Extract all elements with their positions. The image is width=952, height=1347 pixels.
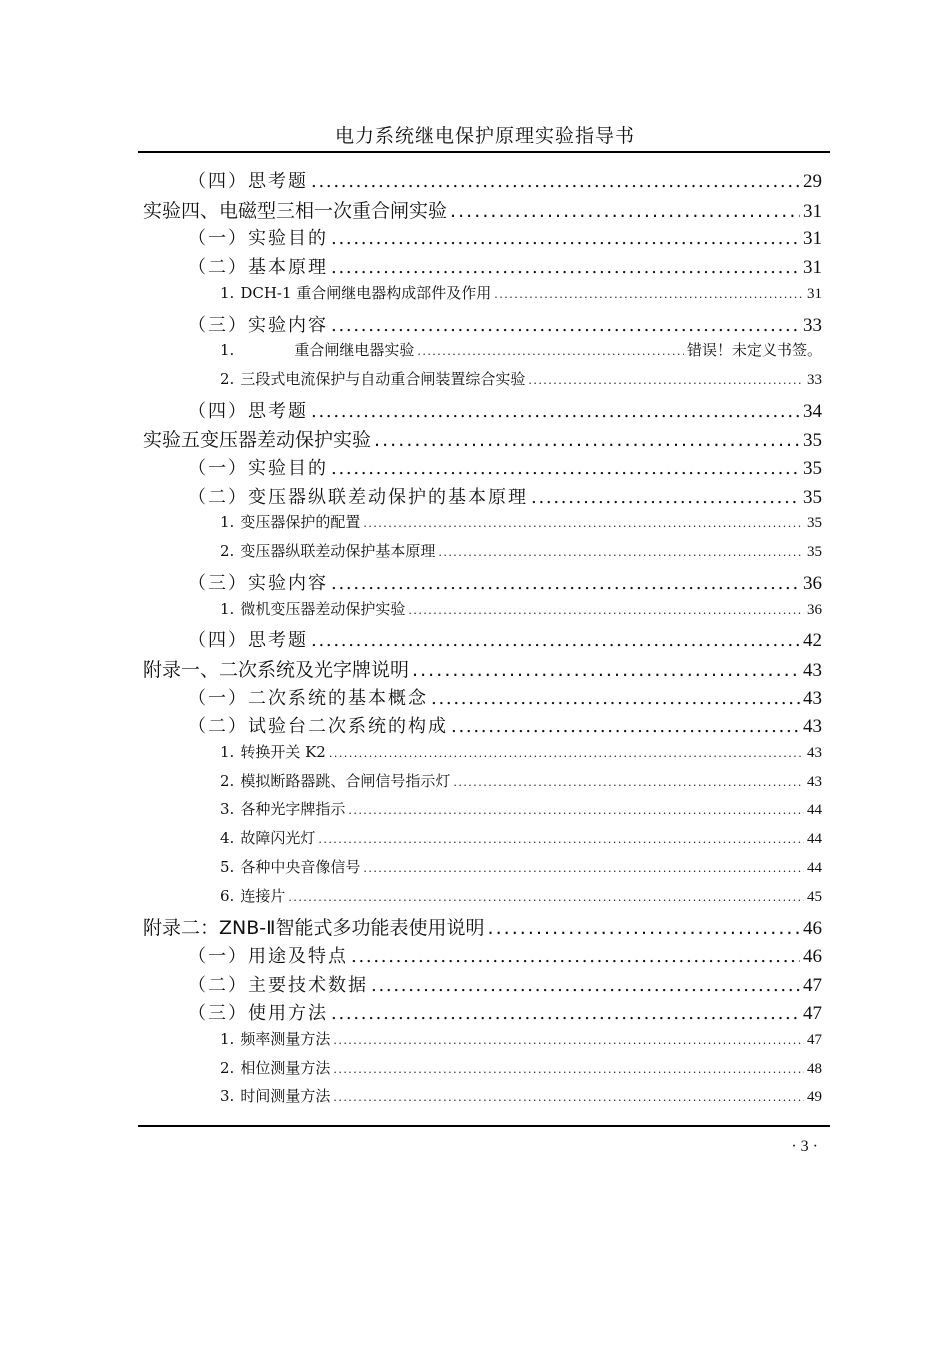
toc-entry-text: （二）基本原理 xyxy=(188,257,328,279)
toc-entry[interactable] xyxy=(188,942,822,970)
toc-entry[interactable] xyxy=(143,913,822,941)
toc-entry-page: 43 xyxy=(803,659,822,681)
toc-entry-number: 3. xyxy=(220,1087,235,1106)
dot-leader xyxy=(451,716,800,737)
toc-entry-label xyxy=(188,167,308,193)
toc-entry-label xyxy=(188,684,428,710)
toc-entry-page: 35 xyxy=(807,544,822,561)
toc-entry[interactable] xyxy=(220,282,822,310)
toc-entry[interactable] xyxy=(220,339,822,367)
toc-entry-page: 47 xyxy=(803,1003,822,1025)
toc-entry[interactable] xyxy=(220,511,822,539)
toc-entry-text: 时间测量方法 xyxy=(240,1087,331,1106)
dot-leader xyxy=(331,257,800,278)
toc-entry-number: 2. xyxy=(220,771,235,790)
footer-rule xyxy=(138,1125,830,1127)
dot-leader xyxy=(408,600,804,618)
toc-entry-label xyxy=(220,827,315,848)
dot-leader xyxy=(494,284,804,302)
toc-entry-page: 31 xyxy=(803,257,822,279)
toc-entry-text: （二）变压器纵联差动保护的基本原理 xyxy=(188,486,528,508)
toc-entry-page: 35 xyxy=(803,458,822,479)
toc-entry-text: 故障闪光灯 xyxy=(240,829,316,848)
dot-leader xyxy=(528,370,804,388)
header-rule xyxy=(138,151,830,153)
toc-entry[interactable] xyxy=(188,999,822,1027)
toc-entry-text: （四）思考题 xyxy=(188,400,308,422)
toc-entry-number: 1. xyxy=(220,513,235,532)
toc-entry-text: （一）实验目的 xyxy=(188,458,328,479)
toc-entry-text: DCH-1 重合闸继电器构成部件及作用 xyxy=(240,283,492,302)
toc-entry-page: 44 xyxy=(807,831,822,848)
toc-entry[interactable] xyxy=(220,798,822,826)
toc-entry-text: （四）思考题 xyxy=(188,630,308,652)
toc-entry-page: 46 xyxy=(803,945,822,967)
toc-entry-label xyxy=(220,798,345,819)
toc-entry-page: 46 xyxy=(803,918,822,940)
dot-leader xyxy=(288,887,804,905)
toc-entry-label xyxy=(220,770,450,791)
toc-entry-page: 31 xyxy=(803,200,822,222)
toc-entry-label xyxy=(220,741,326,762)
toc-entry-label xyxy=(188,971,368,997)
toc-entry-text: （三）实验内容 xyxy=(188,314,328,336)
toc-entry[interactable] xyxy=(220,827,822,855)
toc-entry-page: 36 xyxy=(807,601,822,618)
toc-entry-text: 转换开关 K2 xyxy=(240,743,326,761)
toc-entry-text: 附录一、二次系统及光字牌说明 xyxy=(143,658,410,681)
toc-entry-number: 1. xyxy=(220,599,235,618)
dot-leader xyxy=(331,1003,800,1024)
toc-entry[interactable] xyxy=(220,1085,822,1113)
dot-leader xyxy=(333,1087,804,1105)
toc-entry-page: 35 xyxy=(803,430,822,452)
toc-entry-page: 31 xyxy=(803,228,822,250)
toc-entry-text: 微机变压器差动保护实验 xyxy=(240,599,406,618)
toc-entry-text: 三段式电流保护与自动重合闸装置综合实验 xyxy=(240,369,526,388)
dot-leader xyxy=(487,917,800,939)
toc-entry[interactable] xyxy=(188,626,822,654)
toc-entry[interactable] xyxy=(188,167,822,195)
toc-entry[interactable] xyxy=(188,712,822,740)
toc-entry-page: 29 xyxy=(803,171,822,192)
dot-leader xyxy=(348,800,804,818)
dot-leader xyxy=(311,630,800,651)
dot-leader xyxy=(371,975,800,996)
toc-entry-text: 各种光字牌指示 xyxy=(240,800,346,819)
toc-entry-label xyxy=(220,511,360,532)
toc-entry-label xyxy=(220,540,435,561)
toc-entry-page: 43 xyxy=(807,773,822,790)
toc-entry-text: 频率测量方法 xyxy=(240,1030,331,1048)
toc-entry-label xyxy=(220,885,285,906)
toc-entry-text: 连接片 xyxy=(240,886,286,905)
toc-entry[interactable] xyxy=(188,397,822,425)
toc-entry-text: （三）使用方法 xyxy=(188,1003,328,1025)
toc-entry[interactable] xyxy=(143,425,822,453)
toc-entry-number: 5. xyxy=(220,857,235,876)
toc-entry[interactable] xyxy=(220,741,822,769)
dot-leader xyxy=(329,743,804,761)
dot-leader xyxy=(331,228,800,249)
dot-leader xyxy=(531,487,800,508)
toc-entry-label xyxy=(143,913,484,940)
toc-entry-label xyxy=(188,397,308,423)
dot-leader xyxy=(311,171,800,192)
dot-leader xyxy=(331,458,800,479)
toc-entry-number: 2. xyxy=(220,1058,235,1077)
toc-entry-text: （二）试验台二次系统的构成 xyxy=(188,716,448,738)
toc-entry-page: 35 xyxy=(803,486,822,508)
toc-entry-text: 实验四、电磁型三相一次重合闸实验 xyxy=(143,199,448,222)
toc-entry-number: 2. xyxy=(220,369,235,388)
toc-entry-text: （一）用途及特点 xyxy=(188,945,348,967)
dot-leader xyxy=(333,1030,804,1048)
toc-entry-text: 实验五变压器差动保护实验 xyxy=(143,429,372,452)
toc-entry-text: 附录二：ZNB-Ⅱ智能式多功能表使用说明 xyxy=(143,917,485,940)
toc-entry-number: 2. xyxy=(220,542,235,561)
toc-entry[interactable] xyxy=(220,770,822,798)
dot-leader xyxy=(412,659,800,681)
toc-entry-page: 49 xyxy=(807,1089,822,1106)
toc-entry-page: 35 xyxy=(807,515,822,532)
dot-leader xyxy=(363,513,804,531)
toc-entry[interactable] xyxy=(188,569,822,597)
toc-entry[interactable] xyxy=(188,971,822,999)
toc-entry-label xyxy=(220,368,525,389)
toc-entry-page: 33 xyxy=(803,314,822,336)
toc-entry-page: 44 xyxy=(807,802,822,819)
toc-entry[interactable] xyxy=(220,1057,822,1085)
toc-entry-page: 31 xyxy=(807,285,822,302)
toc-entry-number: 1. xyxy=(220,341,235,360)
toc-entry[interactable] xyxy=(220,1028,822,1056)
toc-entry-text: （一）二次系统的基本概念 xyxy=(188,687,428,709)
toc-entry-label xyxy=(188,224,328,250)
toc-entry-label xyxy=(143,655,409,682)
dot-leader xyxy=(333,1059,804,1077)
toc-entry-number: 6. xyxy=(220,886,235,905)
toc-entry[interactable] xyxy=(220,885,822,913)
toc-entry-label xyxy=(143,425,371,452)
toc-entry-page: 43 xyxy=(803,687,822,709)
toc-entry[interactable] xyxy=(188,253,822,281)
dot-leader xyxy=(331,573,800,594)
toc-entry-text: （四）思考题 xyxy=(188,171,308,192)
dot-leader xyxy=(453,772,804,790)
toc-entry-label xyxy=(188,454,328,480)
toc-entry-page: 42 xyxy=(803,630,822,652)
toc-entry[interactable] xyxy=(220,540,822,568)
toc-entry-number: 1. xyxy=(220,1030,235,1048)
toc-entry-label xyxy=(188,712,448,738)
toc-entry-text: 相位测量方法 xyxy=(240,1058,331,1077)
toc-entry[interactable] xyxy=(188,454,822,482)
toc-entry-page: 43 xyxy=(803,716,822,738)
toc-entry-page: 47 xyxy=(807,1032,822,1048)
toc-entry-text: 变压器纵联差动保护基本原理 xyxy=(240,542,436,561)
toc-entry-label xyxy=(220,1085,330,1106)
toc-entry-label xyxy=(220,598,405,619)
toc-entry-page: 34 xyxy=(803,400,822,422)
toc-entry[interactable] xyxy=(220,368,822,396)
dot-leader xyxy=(374,429,800,451)
toc-entry[interactable] xyxy=(220,598,822,626)
toc-entry-label xyxy=(188,626,308,652)
toc-entry-label xyxy=(220,282,491,303)
toc-entry[interactable] xyxy=(188,224,822,252)
dot-leader xyxy=(363,858,804,876)
toc-entry-number: 4. xyxy=(220,829,235,848)
toc-entry[interactable] xyxy=(143,655,822,683)
dot-leader xyxy=(318,829,804,847)
toc-entry-text: 重合闸继电器实验 xyxy=(294,341,415,360)
toc-entry-label xyxy=(188,253,328,279)
toc-entry[interactable] xyxy=(143,196,822,224)
page-number: · 3 · xyxy=(791,1138,818,1155)
toc-entry-text: （一）实验目的 xyxy=(188,228,328,250)
toc-entry-text: 变压器保护的配置 xyxy=(240,513,361,532)
toc-entry-page: 47 xyxy=(803,974,822,996)
toc-entry-label xyxy=(220,856,360,877)
toc-entry-label xyxy=(188,999,328,1025)
toc-entry-page: 45 xyxy=(807,888,822,905)
toc-entry-number: 1. xyxy=(220,743,235,761)
toc-entry-number: 1. xyxy=(220,283,235,302)
toc-entry-text: 各种中央音像信号 xyxy=(240,857,361,876)
dot-leader xyxy=(450,200,800,222)
toc-entry-text: 模拟断路器跳、合闸信号指示灯 xyxy=(240,771,451,790)
toc-entry[interactable] xyxy=(188,684,822,712)
toc-entry-page: 错误！未定义书签。 xyxy=(686,343,822,360)
toc-entry-label xyxy=(220,339,414,360)
toc-entry[interactable] xyxy=(188,483,822,511)
dot-leader xyxy=(417,341,684,359)
dot-leader xyxy=(438,542,804,560)
toc-entry-page: 48 xyxy=(807,1060,822,1077)
toc-entry-label xyxy=(188,569,328,595)
toc-entry-page: 43 xyxy=(807,745,822,761)
dot-leader xyxy=(311,401,800,422)
toc-entry-label xyxy=(188,311,328,337)
toc-entry-text: （三）实验内容 xyxy=(188,572,328,594)
toc-entry-label xyxy=(188,483,528,509)
toc-entry-label xyxy=(220,1028,330,1049)
toc-entry-page: 33 xyxy=(807,371,822,388)
page-header-title: 电力系统继电保护原理实验指导书 xyxy=(334,125,635,147)
toc-entry-label xyxy=(220,1057,330,1078)
dot-leader xyxy=(351,946,800,967)
toc-entry-page: 44 xyxy=(807,859,822,876)
toc-entry-text: （二）主要技术数据 xyxy=(188,974,368,996)
toc-entry-label xyxy=(188,942,348,968)
toc-entry-number: 3. xyxy=(220,800,235,819)
toc-entry-label xyxy=(143,196,447,223)
toc-entry[interactable] xyxy=(220,856,822,884)
dot-leader xyxy=(431,688,800,709)
dot-leader xyxy=(331,315,800,336)
toc-entry-page: 36 xyxy=(803,572,822,594)
toc-entry[interactable] xyxy=(188,311,822,339)
